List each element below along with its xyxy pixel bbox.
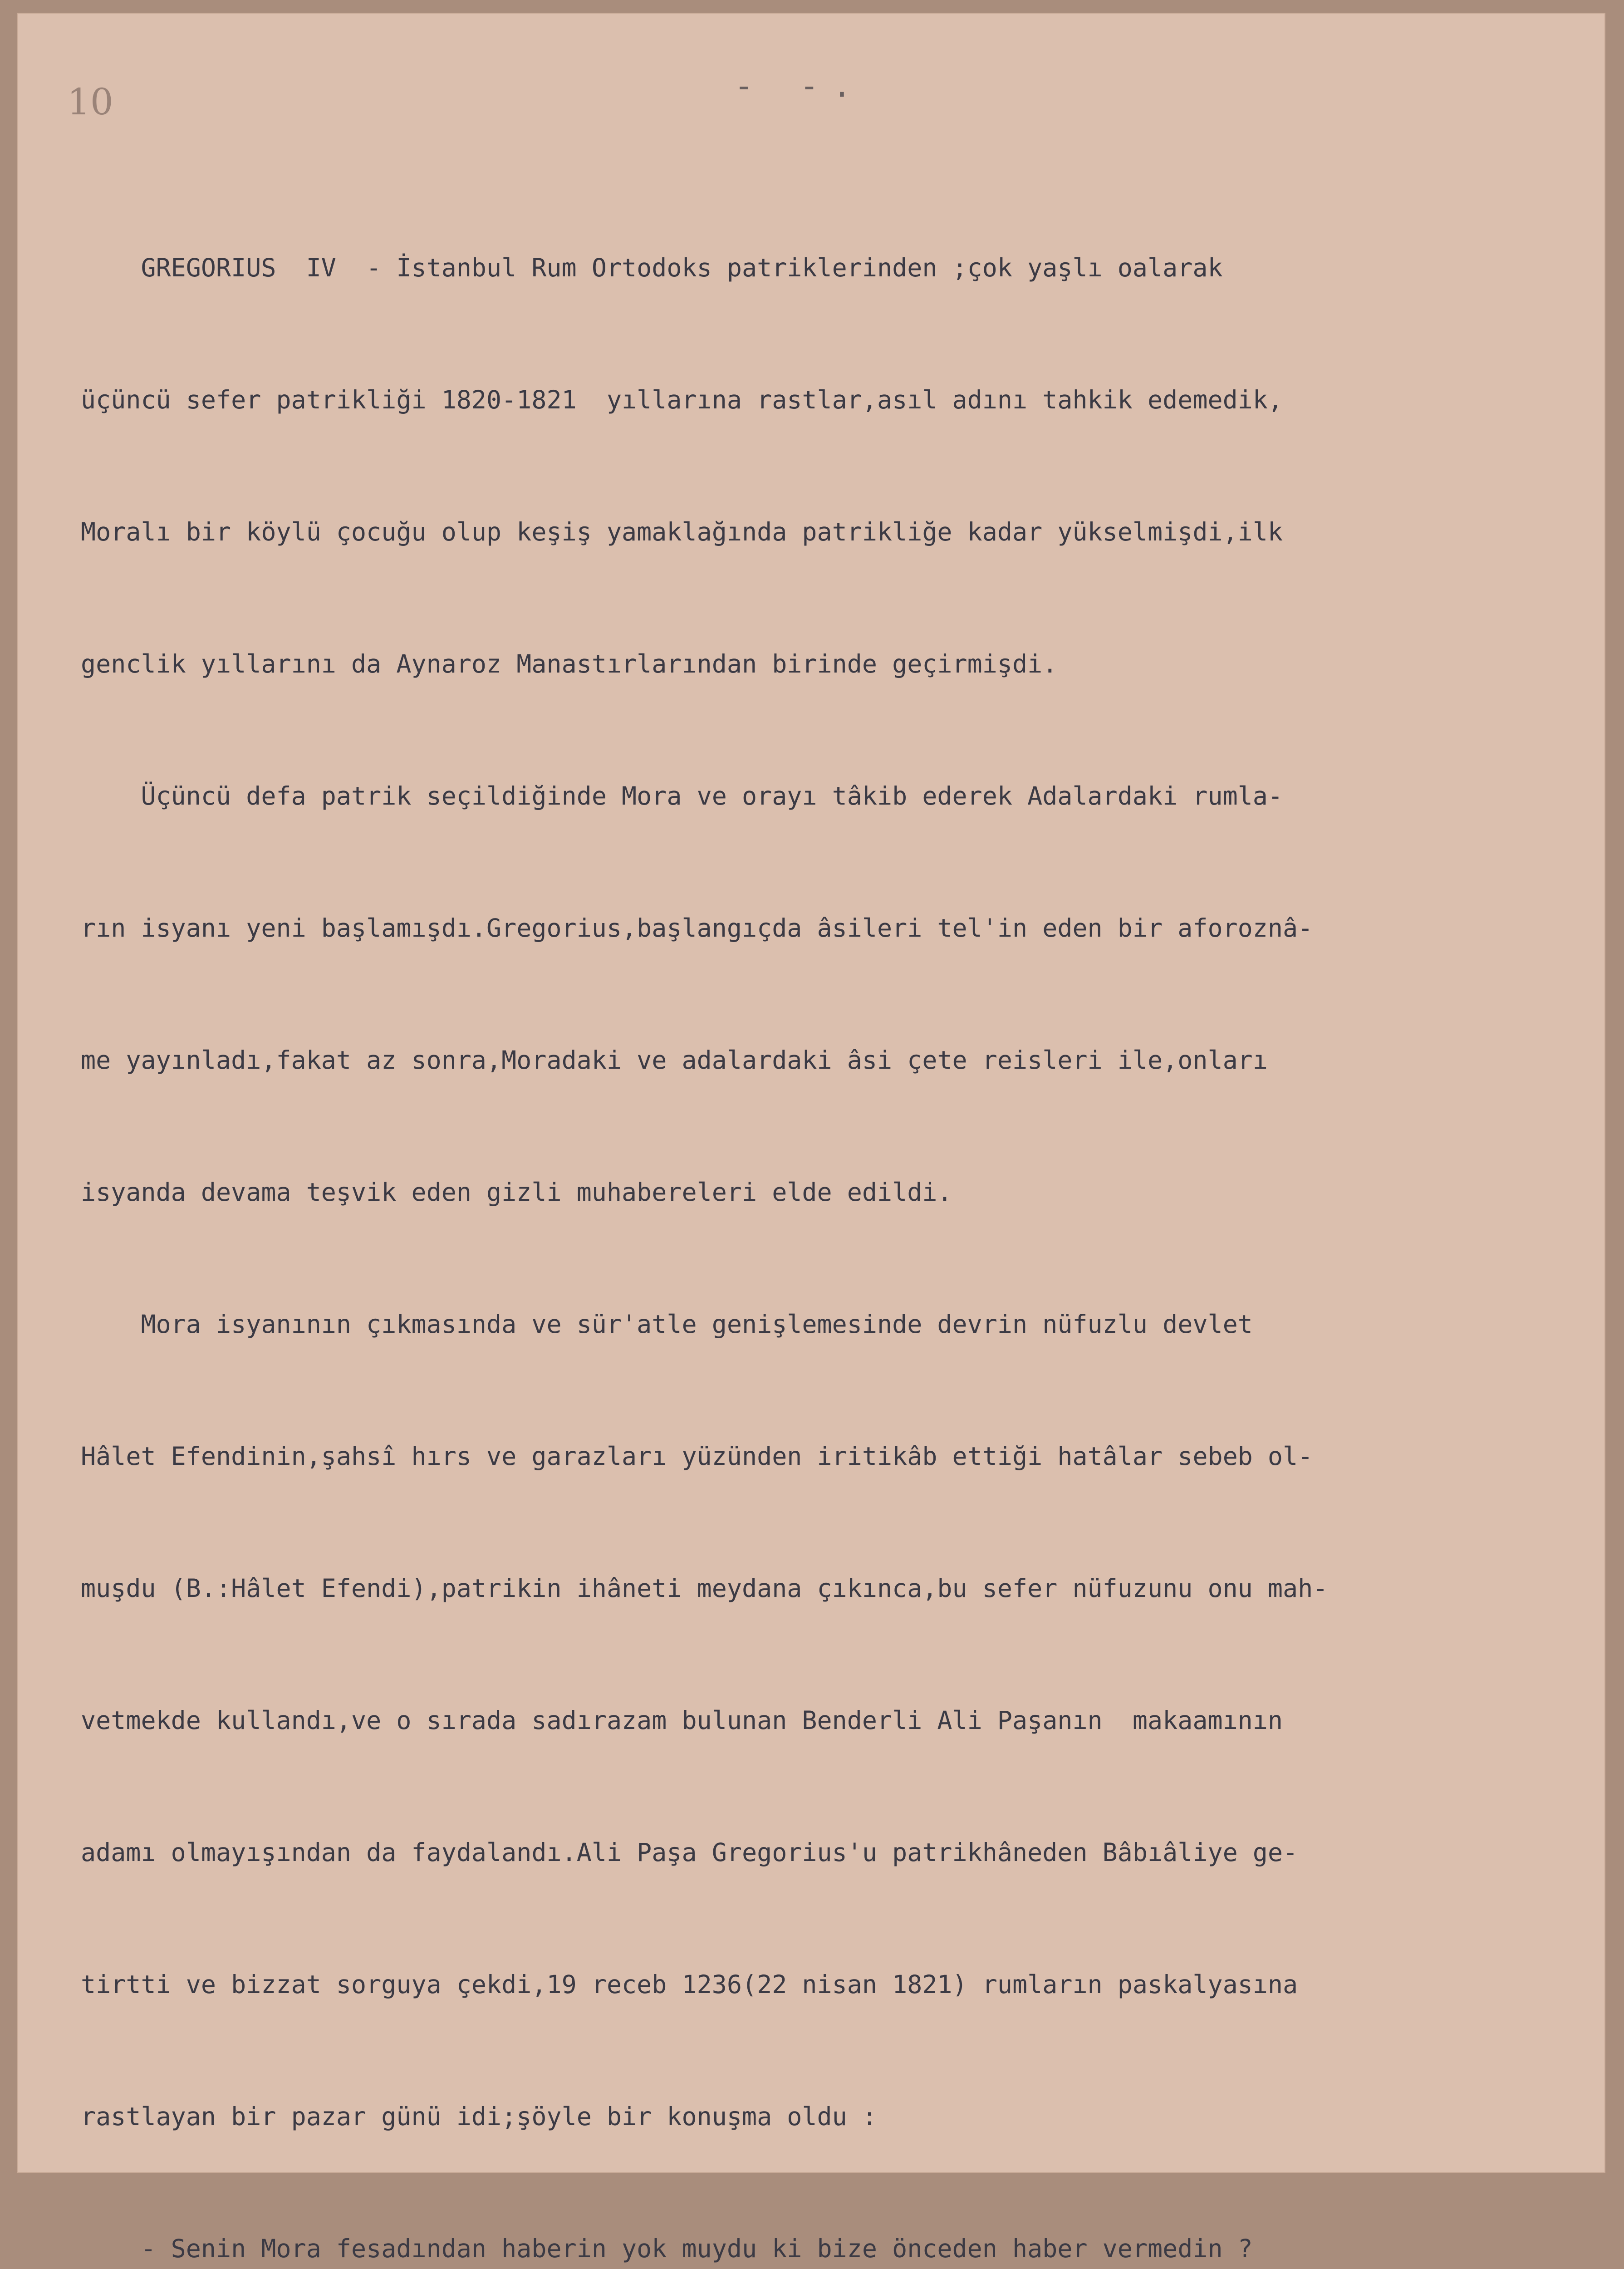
text-line: Hâlet Efendinin,şahsî hırs ve garazları yüzünden iritikâb ettiği hatâlar sebeb ol- (81, 1442, 1313, 1471)
text-line: rın isyanı yeni başlamışdı.Gregorius,başlangıçda âsileri tel'in eden bir aforoznâ- (81, 913, 1313, 943)
text-line: Mora isyanının çıkmasında ve sür'atle genişlemesinde devrin nüfuzlu devlet (81, 1310, 1253, 1339)
text-line: tirtti ve bizzat sorguya çekdi,19 receb 1236(22 nisan 1821) rumların paskalyasına (81, 1970, 1298, 1999)
text-line: - Senin Mora fesadından haberin yok muydu ki bize önceden haber vermedin ? (81, 2234, 1253, 2263)
corner-page-mark: 10 (67, 81, 113, 123)
text-line: genclik yıllarını da Aynaroz Manastırlarından birinde geçirmişdi. (81, 649, 1058, 678)
text-line: rastlayan bir pazar günü idi;şöyle bir konuşma oldu : (81, 2102, 877, 2131)
header-page-mark: - -. (734, 67, 865, 104)
text-line: vetmekde kullandı,ve o sırada sadırazam bulunan Benderli Ali Paşanın makaamının (81, 1706, 1283, 1735)
text-line: Üçüncü defa patrik seçildiğinde Mora ve orayı tâkib ederek Adalardaki rumla- (81, 781, 1283, 810)
typed-page (17, 13, 1605, 2263)
text-line: Moralı bir köylü çocuğu olup keşiş yamaklağında patrikliğe kadar yükselmişdi,ilk (81, 517, 1283, 546)
text-line: isyanda devama teşvik eden gizli muhabereleri elde edildi. (81, 1178, 952, 1207)
text-line: GREGORIUS IV - İstanbul Rum Ortodoks patriklerinden ;çok yaşlı oalarak (81, 253, 1223, 282)
text-line: adamı olmayışından da faydalandı.Ali Paşa Gregorius'u patrikhâneden Bâbıâliye ge- (81, 1838, 1298, 1867)
text-line: muşdu (B.:Hâlet Efendi),patrikin ihâneti meydana çıkınca,bu sefer nüfuzunu onu mah- (81, 1574, 1328, 1603)
text-line: üçüncü sefer patrikliği 1820-1821 yıllarına rastlar,asıl adını tahkik edemedik, (81, 385, 1283, 414)
body-text (81, 158, 1578, 2269)
text-line: me yayınladı,fakat az sonra,Moradaki ve adalardaki âsi çete reisleri ile,onları (81, 1046, 1268, 1075)
